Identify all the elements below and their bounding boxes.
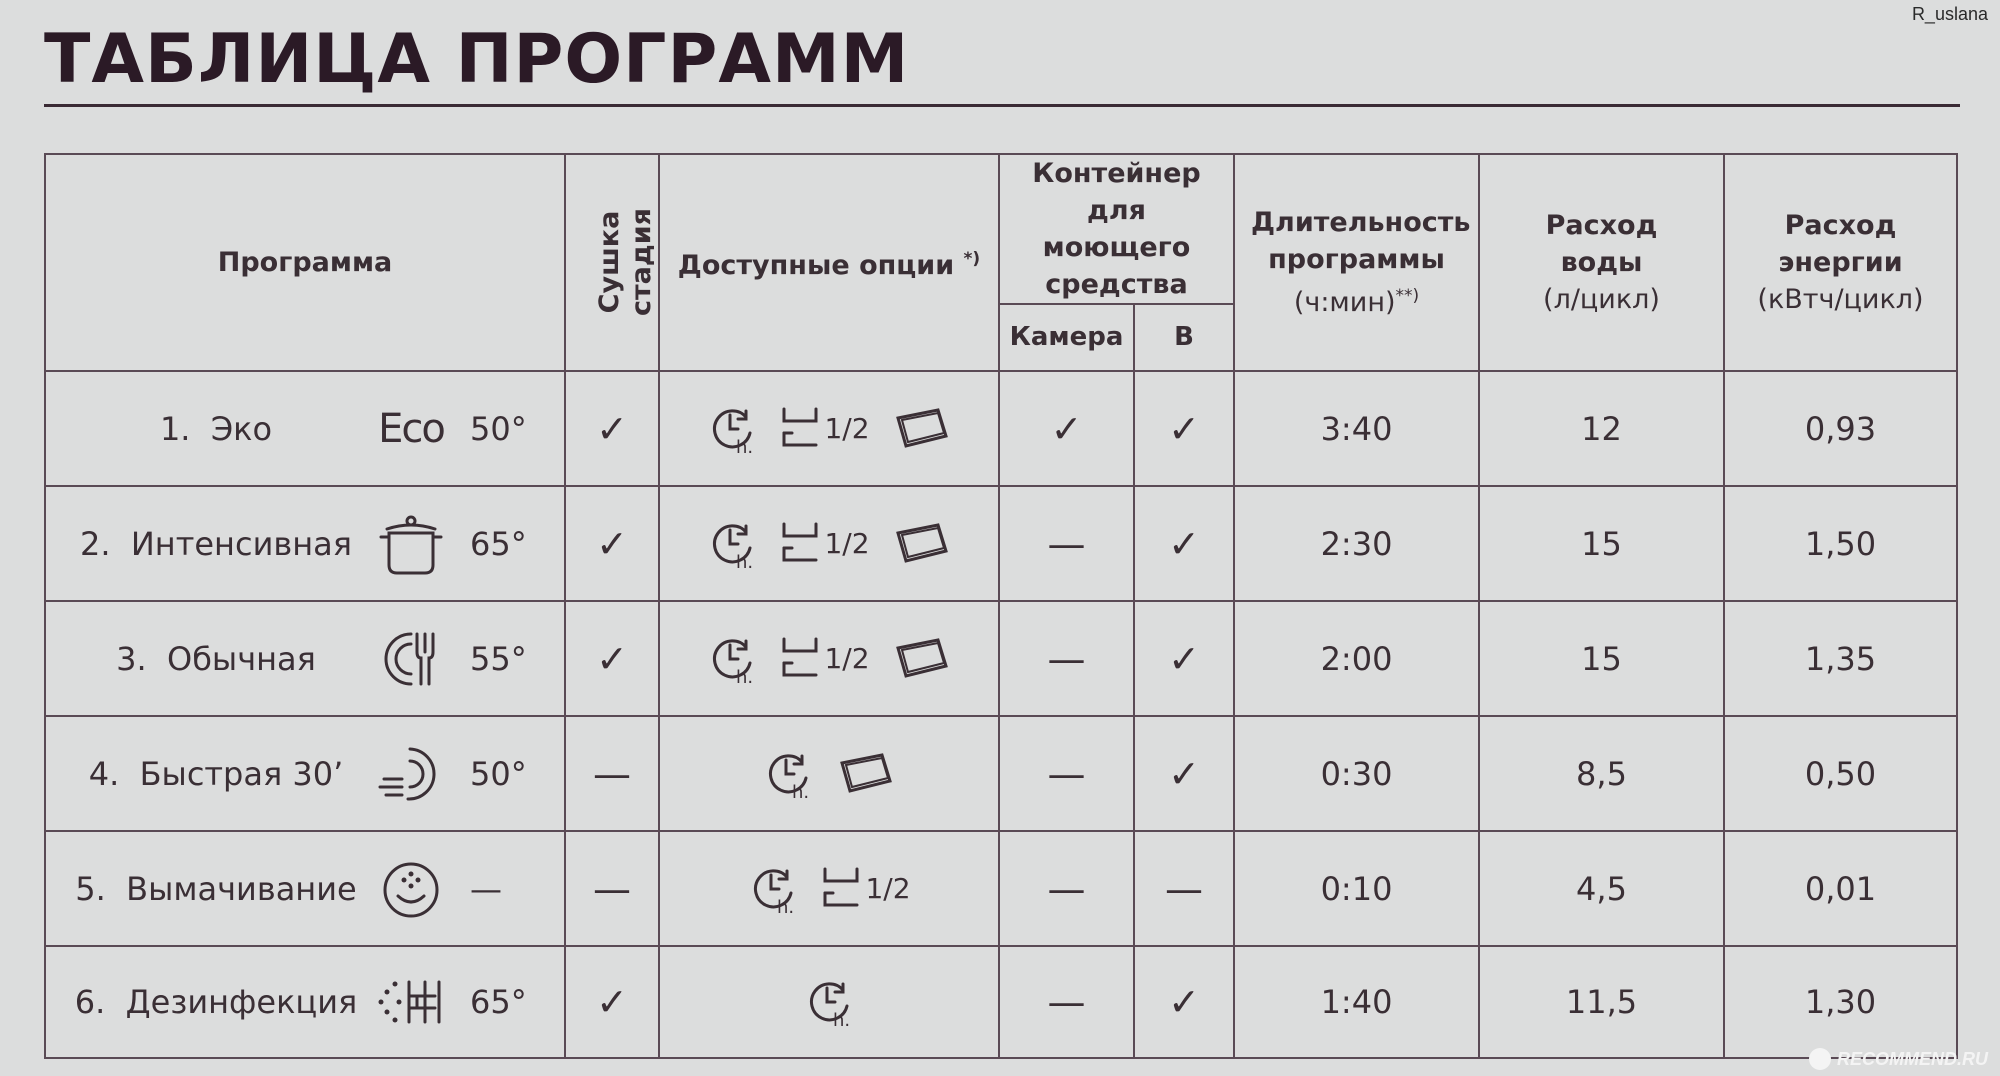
chamber-cell: —: [999, 486, 1134, 601]
title-divider: [44, 104, 1960, 107]
header-options: Доступные опции *): [659, 154, 999, 371]
half-load-icon: 1/2: [780, 633, 869, 685]
duration-cell: 0:30: [1234, 716, 1479, 831]
water-cell: 8,5: [1479, 716, 1724, 831]
energy-cell: 0,50: [1724, 716, 1957, 831]
eco-icon: Eco: [378, 405, 444, 452]
drying-stage-cell: ✓: [565, 371, 659, 486]
header-b: B: [1134, 304, 1234, 371]
delay-icon: [706, 633, 758, 685]
b-cell: ✓: [1134, 486, 1234, 601]
site-watermark: RECOMMEND.RU: [1809, 1048, 1988, 1070]
program-name: 6. Дезинфекция: [74, 983, 358, 1021]
plate-fork-icon: [366, 626, 456, 692]
quick-wash-icon: [366, 741, 456, 807]
options-cell: [659, 716, 999, 831]
energy-cell: 1,30: [1724, 946, 1957, 1058]
drying-stage-cell: ✓: [565, 486, 659, 601]
duration-cell: 2:00: [1234, 601, 1479, 716]
b-cell: ✓: [1134, 716, 1234, 831]
drying-stage-cell: ✓: [565, 946, 659, 1058]
chamber-cell: ✓: [999, 371, 1134, 486]
svg-text:h.: h.: [736, 551, 754, 570]
program-cell: [45, 371, 565, 486]
drying-stage-cell: ✓: [565, 601, 659, 716]
program-temperature: 65°: [470, 524, 527, 563]
site-logo-icon: [1809, 1048, 1831, 1070]
delay-icon: [762, 748, 814, 800]
delay-icon: [747, 863, 799, 915]
table-row: [45, 371, 1957, 486]
duration-cell: 2:30: [1234, 486, 1479, 601]
svg-text:h.: h.: [833, 1010, 851, 1028]
programs-table: [44, 153, 1958, 1059]
tablet-icon: [836, 749, 896, 799]
options-cell: [659, 371, 999, 486]
program-name: 1. Эко: [159, 409, 273, 448]
water-cell: 12: [1479, 371, 1724, 486]
svg-text:h.: h.: [736, 436, 754, 455]
svg-text:h.: h.: [777, 896, 795, 915]
svg-text:h.: h.: [736, 666, 754, 685]
chamber-cell: —: [999, 601, 1134, 716]
b-cell: —: [1134, 831, 1234, 946]
header-program: Программа: [45, 154, 565, 371]
half-load-icon: 1/2: [821, 863, 910, 915]
drying-stage-cell: —: [565, 831, 659, 946]
table-row: [45, 831, 1957, 946]
delay-icon: [706, 518, 758, 570]
header-drying-stage: Сушка стадия: [565, 154, 659, 371]
chamber-cell: —: [999, 946, 1134, 1058]
header-water: Расход воды (л/цикл): [1479, 154, 1724, 371]
b-cell: ✓: [1134, 946, 1234, 1058]
options-cell: [659, 831, 999, 946]
program-cell: [45, 831, 565, 946]
program-cell: [45, 946, 565, 1058]
program-temperature: 55°: [470, 639, 527, 678]
delay-icon: [706, 403, 758, 455]
program-cell: [45, 716, 565, 831]
header-duration: Длительность программы (ч:мин)**): [1234, 154, 1479, 371]
page-title: ТАБЛИЦА ПРОГРАММ: [44, 20, 910, 99]
duration-cell: 3:40: [1234, 371, 1479, 486]
water-cell: 15: [1479, 486, 1724, 601]
tablet-icon: [892, 519, 952, 569]
duration-cell: 0:10: [1234, 831, 1479, 946]
table-row: [45, 486, 1957, 601]
options-cell: [659, 601, 999, 716]
water-cell: 4,5: [1479, 831, 1724, 946]
half-load-icon: 1/2: [780, 518, 869, 570]
energy-cell: 1,50: [1724, 486, 1957, 601]
program-temperature: 50°: [470, 409, 527, 448]
b-cell: ✓: [1134, 371, 1234, 486]
sanitize-icon: [366, 972, 456, 1032]
chamber-cell: —: [999, 831, 1134, 946]
table-row: [45, 601, 1957, 716]
energy-cell: 0,93: [1724, 371, 1957, 486]
table-row: [45, 946, 1957, 1058]
svg-text:h.: h.: [792, 781, 810, 800]
energy-cell: 1,35: [1724, 601, 1957, 716]
options-cell: [659, 946, 999, 1058]
half-load-icon: 1/2: [780, 403, 869, 455]
tablet-icon: [892, 404, 952, 454]
program-name: 3. Обычная: [116, 639, 316, 678]
delay-icon: [803, 976, 855, 1028]
header-energy: Расход энергии (кВтч/цикл): [1724, 154, 1957, 371]
options-cell: [659, 486, 999, 601]
header-chamber: Камера: [999, 304, 1134, 371]
table-row: [45, 716, 1957, 831]
pot-icon: [366, 511, 456, 577]
program-name: 4. Быстрая 30’: [88, 754, 344, 793]
program-cell: [45, 486, 565, 601]
program-cell: [45, 601, 565, 716]
soak-icon: [366, 856, 456, 922]
watermark-username: R_uslana: [1911, 4, 1988, 24]
program-temperature: 50°: [470, 754, 527, 793]
header-detergent: Контейнер для моющего средства: [999, 154, 1234, 304]
program-name: 5. Вымачивание: [75, 869, 357, 908]
program-temperature: —: [470, 869, 502, 908]
duration-cell: 1:40: [1234, 946, 1479, 1058]
program-name: 2. Интенсивная: [79, 524, 352, 563]
b-cell: ✓: [1134, 601, 1234, 716]
drying-stage-cell: —: [565, 716, 659, 831]
tablet-icon: [892, 634, 952, 684]
chamber-cell: —: [999, 716, 1134, 831]
water-cell: 15: [1479, 601, 1724, 716]
energy-cell: 0,01: [1724, 831, 1957, 946]
water-cell: 11,5: [1479, 946, 1724, 1058]
program-temperature: 65°: [470, 983, 527, 1021]
